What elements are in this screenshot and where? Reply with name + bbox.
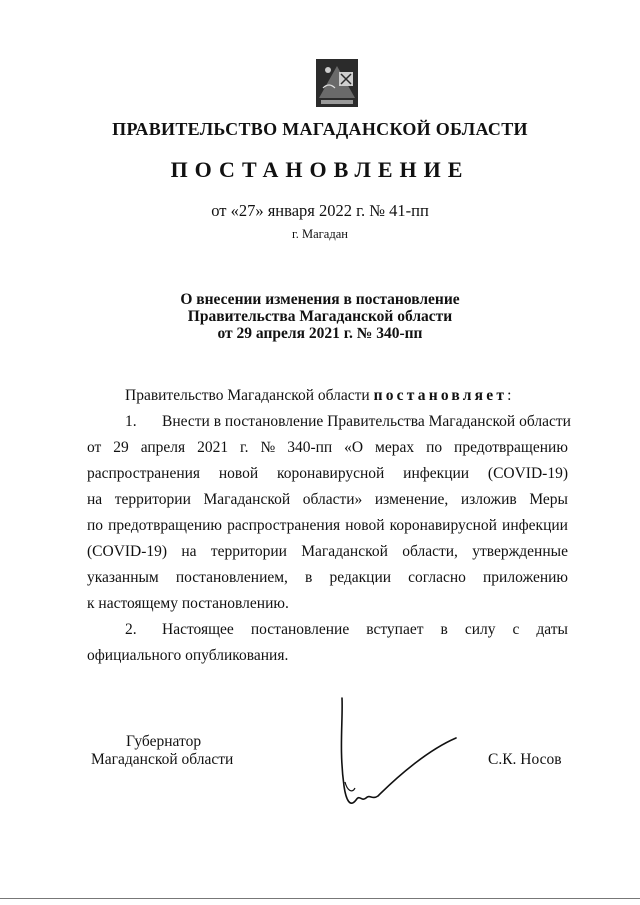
item2-number: 2. bbox=[125, 621, 137, 638]
subject-line: О внесении изменения в постановление bbox=[180, 291, 460, 308]
word: 2021 bbox=[197, 439, 229, 456]
item1-number: 1. bbox=[125, 413, 137, 430]
handwritten-signature-icon bbox=[328, 690, 468, 815]
word: инфекции bbox=[502, 517, 568, 534]
signatory-position-line: Губернатор bbox=[126, 733, 202, 750]
word: в bbox=[440, 621, 448, 638]
word: редакции bbox=[329, 569, 392, 586]
item2-line-1 bbox=[162, 619, 568, 641]
document-city: г. Магадан bbox=[292, 227, 348, 241]
word: от bbox=[87, 439, 102, 456]
item1-first-line bbox=[87, 411, 571, 433]
word: апреля bbox=[140, 439, 186, 456]
word: предотвращению bbox=[454, 439, 568, 456]
item1-line-4 bbox=[87, 489, 568, 511]
word: коронавирусной bbox=[389, 517, 497, 534]
word: Магаданской bbox=[203, 491, 291, 508]
coat-of-arms-icon bbox=[315, 58, 359, 108]
word: № bbox=[260, 439, 276, 456]
word: новой bbox=[218, 465, 259, 482]
word: по bbox=[87, 517, 104, 534]
item2-line-2: официального опубликования. bbox=[87, 647, 289, 664]
word: постановлением, bbox=[175, 569, 288, 586]
word: территории bbox=[114, 491, 191, 508]
word: 340-пп bbox=[287, 439, 333, 456]
word: предотвращению bbox=[108, 517, 222, 534]
subject-line: от 29 апреля 2021 г. № 340-пп bbox=[217, 325, 423, 342]
item2-first-line bbox=[87, 619, 568, 641]
document-date-number: от «27» января 2022 г. № 41-пп bbox=[211, 201, 429, 220]
government-title: ПРАВИТЕЛЬСТВО МАГАДАНСКОЙ ОБЛАСТИ bbox=[112, 119, 528, 139]
word: (COVID-19) bbox=[87, 543, 168, 560]
word: мерах bbox=[375, 439, 415, 456]
word: территории bbox=[210, 543, 287, 560]
word: 29 bbox=[113, 439, 129, 456]
item1-line-2 bbox=[87, 437, 568, 459]
document-type: ПОСТАНОВЛЕНИЕ bbox=[170, 157, 470, 182]
signatory-name: С.К. Носов bbox=[488, 751, 562, 768]
word: утвержденные bbox=[472, 543, 568, 560]
word: области» bbox=[302, 491, 363, 508]
document-subject bbox=[0, 291, 640, 342]
word: изменение, bbox=[374, 491, 449, 508]
word: области, bbox=[402, 543, 458, 560]
word: коронавирусной bbox=[277, 465, 385, 482]
intro-colon: : bbox=[507, 387, 512, 404]
item1-line-8: к настоящему постановлению. bbox=[87, 595, 289, 612]
word: Меры bbox=[529, 491, 568, 508]
word: по bbox=[426, 439, 443, 456]
item1-line-6 bbox=[87, 541, 568, 563]
word: (COVID-19) bbox=[487, 465, 568, 482]
word: указанным bbox=[87, 569, 159, 586]
word: с bbox=[512, 621, 520, 638]
word: распространения bbox=[227, 517, 341, 534]
word: г. bbox=[240, 439, 249, 456]
word: силу bbox=[464, 621, 496, 638]
word: согласно bbox=[408, 569, 466, 586]
word: даты bbox=[536, 621, 568, 638]
item1-line-7 bbox=[87, 567, 568, 589]
item1-text: Внести в постановление Правительства Магаданской области bbox=[162, 413, 571, 430]
subject-line: Правительства Магаданской области bbox=[187, 308, 453, 325]
word: на bbox=[87, 491, 103, 508]
intro-paragraph bbox=[87, 385, 568, 407]
item1-line-5 bbox=[87, 515, 568, 537]
intro-emphasis: постановляет bbox=[373, 387, 508, 404]
word: постановление bbox=[250, 621, 350, 638]
word: Магаданской bbox=[301, 543, 388, 560]
word: в bbox=[305, 569, 313, 586]
page-bottom-line bbox=[0, 898, 640, 899]
word: приложению bbox=[483, 569, 568, 586]
word: изложив bbox=[460, 491, 517, 508]
word: на bbox=[181, 543, 197, 560]
word: Настоящее bbox=[162, 621, 234, 638]
word: новой bbox=[345, 517, 385, 534]
signatory-position-line: Магаданской области bbox=[91, 751, 234, 768]
word: распространения bbox=[87, 465, 201, 482]
intro-text: Правительство Магаданской области bbox=[125, 387, 370, 404]
word: «О bbox=[344, 439, 364, 456]
word: вступает bbox=[366, 621, 424, 638]
word: инфекции bbox=[403, 465, 470, 482]
item1-line-3 bbox=[87, 463, 568, 485]
